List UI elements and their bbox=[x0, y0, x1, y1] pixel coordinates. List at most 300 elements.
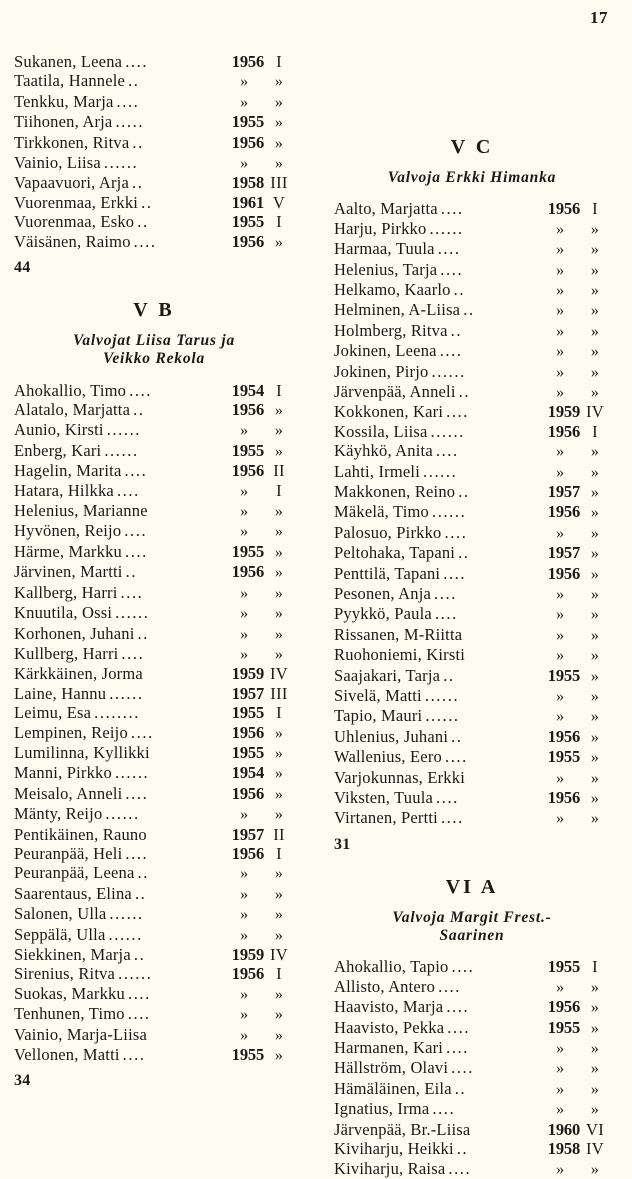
birth-year: 1956 bbox=[231, 52, 264, 71]
dot-leader: ...... bbox=[430, 421, 465, 441]
list-item bbox=[334, 341, 610, 361]
list-item bbox=[14, 884, 294, 904]
dot-leader: .. bbox=[133, 400, 145, 420]
dot-leader: .... bbox=[440, 199, 464, 219]
dot-leader: .... bbox=[116, 480, 140, 500]
birth-year: 1956 bbox=[547, 563, 580, 583]
right-column bbox=[316, 52, 632, 1178]
class-roman-numeral: » bbox=[590, 524, 600, 542]
birth-year: » bbox=[556, 1160, 564, 1178]
list-item bbox=[14, 844, 294, 863]
student-name: Leimu, Esa bbox=[14, 703, 92, 723]
dot-leader: .... bbox=[130, 722, 154, 742]
student-name: Jokinen, Leena bbox=[334, 341, 437, 361]
dot-leader: .. bbox=[137, 212, 149, 232]
birth-year: » bbox=[240, 865, 248, 883]
dot-leader: .. bbox=[133, 945, 146, 964]
birth-year: 1957 bbox=[231, 683, 264, 703]
dot-leader: .... bbox=[438, 976, 461, 996]
student-name: Tirkkonen, Ritva bbox=[14, 132, 130, 152]
class-supervisor-line bbox=[334, 909, 610, 946]
list-item bbox=[14, 703, 294, 722]
student-name: Peuranpää, Heli bbox=[14, 843, 123, 863]
student-name: Viksten, Tuula bbox=[334, 788, 433, 808]
list-item bbox=[334, 1139, 610, 1158]
student-name: Mäkelä, Timo bbox=[334, 502, 429, 522]
dot-leader: .... bbox=[440, 259, 464, 279]
dot-leader: .. bbox=[458, 543, 470, 563]
student-name: Helenius, Marianne bbox=[14, 501, 148, 521]
list-item bbox=[334, 727, 610, 747]
student-name: Pyykkö, Paula bbox=[334, 604, 432, 624]
student-name: Vuorenmaa, Erkki bbox=[14, 192, 139, 212]
student-name: Tapio, Mauri bbox=[334, 706, 423, 726]
class-roman-numeral: II bbox=[273, 461, 285, 481]
birth-year: » bbox=[240, 605, 248, 623]
student-name: Vellonen, Matti bbox=[14, 1045, 120, 1065]
class-roman-numeral: » bbox=[274, 233, 284, 251]
birth-year: » bbox=[240, 155, 248, 173]
student-name: Kärkkäinen, Jorma bbox=[14, 664, 143, 684]
dot-leader: .... bbox=[434, 604, 458, 624]
dot-leader: ...... bbox=[109, 683, 144, 703]
left-column bbox=[0, 52, 316, 1090]
list-item bbox=[14, 1004, 294, 1024]
list-item bbox=[334, 645, 610, 665]
student-name: Vainio, Liisa bbox=[14, 153, 101, 173]
list-item bbox=[14, 1045, 294, 1065]
student-name: Hatara, Hilkka bbox=[14, 480, 114, 500]
student-name: Kokkonen, Kari bbox=[334, 402, 444, 422]
student-name: Hagelin, Marita bbox=[14, 461, 122, 481]
birth-year: 1955 bbox=[231, 703, 264, 723]
birth-year: » bbox=[240, 584, 248, 602]
birth-year: 1959 bbox=[547, 402, 580, 422]
class-roman-numeral: » bbox=[590, 504, 600, 522]
student-name: Sukanen, Leena bbox=[14, 52, 123, 71]
class-section-title: V B bbox=[133, 299, 175, 322]
birth-year: » bbox=[556, 647, 564, 665]
dot-leader: .... bbox=[446, 402, 470, 422]
birth-year: 1957 bbox=[547, 481, 580, 501]
list-item bbox=[334, 543, 610, 563]
student-name-list bbox=[334, 199, 610, 829]
list-item bbox=[14, 603, 294, 623]
dot-leader: .... bbox=[446, 997, 470, 1017]
class-roman-numeral: » bbox=[274, 134, 284, 152]
list-item bbox=[334, 199, 610, 218]
dot-leader: .... bbox=[448, 1158, 472, 1178]
class-section-title: V C bbox=[450, 136, 494, 158]
dot-leader: .... bbox=[439, 341, 463, 361]
birth-year: » bbox=[556, 241, 564, 259]
dot-leader: .... bbox=[444, 747, 468, 767]
list-item bbox=[334, 1058, 610, 1078]
dot-leader: ...... bbox=[425, 706, 460, 726]
list-item bbox=[14, 984, 294, 1004]
student-name: Ahokallio, Tapio bbox=[334, 957, 449, 977]
class-roman-numeral: » bbox=[274, 114, 284, 132]
class-roman-numeral: » bbox=[590, 241, 600, 259]
list-item bbox=[334, 1120, 610, 1139]
dot-leader: .. bbox=[454, 1078, 467, 1098]
birth-year: 1961 bbox=[231, 192, 264, 212]
birth-year: » bbox=[556, 1101, 564, 1119]
class-roman-numeral: » bbox=[590, 1060, 600, 1078]
student-name: Käyhkö, Anita bbox=[334, 441, 433, 461]
class-roman-numeral: I bbox=[276, 964, 282, 984]
birth-year: » bbox=[556, 586, 564, 603]
list-item bbox=[334, 300, 610, 320]
birth-year: 1956 bbox=[231, 562, 264, 582]
list-item bbox=[14, 52, 294, 71]
list-item bbox=[334, 362, 610, 382]
student-name: Saajakari, Tarja bbox=[334, 665, 441, 685]
birth-year: 1955 bbox=[547, 957, 580, 977]
class-roman-numeral: III bbox=[270, 173, 288, 193]
list-item bbox=[334, 502, 610, 522]
student-name: Salonen, Ulla bbox=[14, 904, 107, 924]
class-roman-numeral: » bbox=[590, 769, 600, 787]
birth-year: 1956 bbox=[231, 461, 264, 481]
page-number: 17 bbox=[590, 8, 608, 27]
class-roman-numeral: » bbox=[274, 543, 284, 561]
list-item bbox=[334, 768, 610, 788]
supervisor-text: Valvojat Liisa Tarus ja bbox=[72, 332, 236, 350]
birth-year: » bbox=[240, 1026, 248, 1044]
dot-leader: .... bbox=[120, 582, 144, 602]
class-roman-numeral: » bbox=[590, 322, 600, 340]
class-roman-numeral: I bbox=[276, 480, 282, 500]
birth-year: » bbox=[556, 363, 564, 381]
class-roman-numeral: » bbox=[274, 422, 284, 440]
dot-leader: .... bbox=[124, 521, 148, 541]
list-item bbox=[334, 1038, 610, 1058]
list-item bbox=[334, 239, 610, 259]
list-item bbox=[14, 684, 294, 703]
birth-year: 1955 bbox=[231, 1045, 264, 1065]
class-roman-numeral: » bbox=[274, 806, 284, 824]
dot-leader: .. bbox=[450, 320, 463, 340]
student-name: Kullberg, Harri bbox=[14, 643, 119, 663]
supervisor-text: Veikko Rekola bbox=[102, 350, 206, 368]
class-roman-numeral: » bbox=[274, 906, 284, 924]
list-item bbox=[14, 743, 294, 763]
class-roman-numeral: » bbox=[590, 261, 600, 279]
birth-year: » bbox=[240, 422, 248, 440]
list-item bbox=[14, 92, 294, 112]
birth-year: 1958 bbox=[547, 1139, 580, 1159]
dot-leader: .... bbox=[124, 461, 148, 481]
dot-leader: ...... bbox=[118, 964, 153, 984]
list-item bbox=[14, 784, 294, 804]
class-roman-numeral: » bbox=[274, 1006, 284, 1024]
list-item bbox=[14, 381, 294, 400]
dot-leader: ...... bbox=[105, 804, 140, 824]
dot-leader: .... bbox=[443, 563, 467, 583]
student-name: Sivelä, Matti bbox=[334, 686, 422, 706]
birth-year: » bbox=[556, 810, 564, 828]
birth-year: » bbox=[556, 302, 564, 320]
list-item bbox=[334, 564, 610, 584]
list-item bbox=[14, 232, 294, 252]
dot-leader: .... bbox=[121, 643, 145, 663]
dot-leader: ...... bbox=[423, 461, 458, 481]
birth-year: » bbox=[556, 1060, 564, 1078]
birth-year: 1956 bbox=[231, 400, 264, 420]
class-roman-numeral: » bbox=[274, 155, 284, 173]
student-name: Pesonen, Anja bbox=[334, 584, 432, 603]
dot-leader: .... bbox=[436, 788, 459, 808]
class-roman-numeral: IV bbox=[269, 664, 288, 684]
student-name: Virtanen, Pertti bbox=[334, 808, 438, 828]
list-item bbox=[14, 461, 294, 480]
birth-year: 1955 bbox=[231, 212, 264, 232]
birth-year: 1956 bbox=[231, 132, 264, 152]
class-roman-numeral: » bbox=[590, 790, 600, 808]
student-count: 44 bbox=[14, 259, 31, 277]
list-item bbox=[14, 804, 294, 824]
class-roman-numeral: » bbox=[274, 926, 284, 944]
birth-year: » bbox=[556, 261, 564, 279]
class-roman-numeral: » bbox=[590, 281, 600, 299]
dot-leader: ...... bbox=[431, 361, 466, 381]
class-roman-numeral: I bbox=[592, 421, 598, 441]
class-roman-numeral: » bbox=[274, 402, 284, 420]
dot-leader: .. bbox=[137, 863, 149, 883]
class-roman-numeral: VI bbox=[585, 1119, 604, 1139]
list-item bbox=[14, 562, 294, 582]
student-name-list bbox=[14, 52, 294, 252]
class-roman-numeral: » bbox=[274, 605, 284, 623]
class-roman-numeral: IV bbox=[269, 945, 288, 964]
list-item bbox=[334, 604, 610, 624]
student-name: Kossila, Liisa bbox=[334, 421, 428, 441]
class-roman-numeral: I bbox=[276, 52, 282, 71]
dot-leader: ........ bbox=[94, 703, 140, 723]
birth-year: » bbox=[556, 383, 564, 401]
class-roman-numeral: » bbox=[590, 565, 600, 583]
list-item bbox=[14, 501, 294, 521]
class-roman-numeral: » bbox=[274, 785, 284, 803]
class-roman-numeral: » bbox=[590, 363, 600, 381]
class-roman-numeral: » bbox=[274, 765, 284, 783]
class-supervisor-line bbox=[334, 169, 610, 187]
birth-year: » bbox=[556, 281, 564, 299]
student-name: Vuorenmaa, Esko bbox=[14, 212, 135, 232]
class-roman-numeral: » bbox=[274, 724, 284, 742]
student-name: Helkamo, Kaarlo bbox=[334, 279, 451, 299]
student-name: Penttilä, Tapani bbox=[334, 563, 441, 583]
birth-year: 1955 bbox=[231, 541, 264, 561]
class-roman-numeral: II bbox=[273, 824, 285, 844]
birth-year: » bbox=[556, 524, 564, 542]
list-item bbox=[334, 441, 610, 461]
class-roman-numeral: » bbox=[590, 749, 600, 767]
birth-year: » bbox=[556, 1040, 564, 1058]
class-roman-numeral: » bbox=[274, 865, 284, 883]
list-item bbox=[334, 321, 610, 341]
list-item bbox=[334, 523, 610, 543]
dot-leader: .... bbox=[440, 808, 464, 828]
student-name: Lempinen, Reijo bbox=[14, 722, 128, 742]
student-name: Enberg, Kari bbox=[14, 440, 102, 460]
dot-leader: .... bbox=[116, 91, 140, 111]
birth-year: 1956 bbox=[547, 199, 580, 219]
student-name: Tenhunen, Timo bbox=[14, 1004, 125, 1024]
dot-leader: .. bbox=[463, 300, 475, 320]
student-name: Sirenius, Ritva bbox=[14, 964, 116, 984]
dot-leader: ...... bbox=[103, 153, 139, 173]
class-roman-numeral: » bbox=[274, 1047, 284, 1065]
birth-year: 1957 bbox=[547, 543, 580, 563]
list-item bbox=[334, 1159, 610, 1179]
dot-leader: .... bbox=[451, 1058, 475, 1078]
birth-year: » bbox=[556, 708, 564, 726]
class-roman-numeral: » bbox=[274, 985, 284, 1003]
student-name: Ruohoniemi, Kirsti bbox=[334, 645, 466, 665]
birth-year: 1959 bbox=[231, 945, 264, 964]
supervisor-text: Valvoja Margit Frest.- bbox=[392, 908, 552, 926]
dot-leader: .... bbox=[432, 1099, 456, 1119]
list-item bbox=[334, 1018, 610, 1038]
class-roman-numeral: I bbox=[592, 957, 598, 977]
student-name-list bbox=[14, 381, 294, 1066]
student-name: Aunio, Kirsti bbox=[14, 420, 104, 440]
list-item bbox=[334, 808, 610, 828]
dot-leader: .. bbox=[443, 665, 455, 685]
class-roman-numeral: » bbox=[590, 1080, 600, 1098]
birth-year: » bbox=[240, 625, 248, 643]
student-name: Harmanen, Kari bbox=[334, 1038, 444, 1058]
class-roman-numeral: I bbox=[276, 843, 282, 863]
birth-year: » bbox=[556, 343, 564, 361]
list-item bbox=[14, 644, 294, 664]
class-roman-numeral: » bbox=[590, 978, 600, 996]
birth-year: » bbox=[240, 885, 248, 903]
student-name: Lahti, Irmeli bbox=[334, 461, 420, 481]
list-item bbox=[334, 260, 610, 280]
student-name: Suokas, Markku bbox=[14, 983, 125, 1003]
list-item bbox=[334, 382, 610, 402]
dot-leader: .... bbox=[444, 522, 468, 542]
birth-year: 1954 bbox=[231, 763, 264, 783]
student-name: Ahokallio, Timo bbox=[14, 380, 127, 400]
dot-leader: .. bbox=[132, 132, 144, 152]
dot-leader: ...... bbox=[424, 686, 460, 706]
student-name: Järvenpää, Br.-Liisa bbox=[334, 1119, 471, 1139]
dot-leader: .... bbox=[124, 541, 148, 561]
birth-year: » bbox=[556, 463, 564, 481]
birth-year: » bbox=[240, 73, 248, 91]
student-count: 34 bbox=[14, 1072, 31, 1090]
list-item bbox=[14, 904, 294, 924]
class-roman-numeral: » bbox=[590, 463, 600, 481]
dot-leader: .... bbox=[437, 239, 461, 259]
class-roman-numeral: » bbox=[590, 443, 600, 461]
birth-year: » bbox=[556, 322, 564, 340]
birth-year: 1956 bbox=[547, 502, 580, 522]
birth-year: 1956 bbox=[547, 726, 580, 746]
student-name: Haavisto, Marja bbox=[334, 997, 444, 1017]
dot-leader: ...... bbox=[108, 924, 143, 944]
class-roman-numeral: » bbox=[590, 545, 600, 563]
class-roman-numeral: » bbox=[590, 302, 600, 320]
class-roman-numeral: » bbox=[274, 744, 284, 762]
dot-leader: .. bbox=[453, 279, 466, 299]
birth-year: 1955 bbox=[231, 742, 264, 762]
birth-year: 1956 bbox=[231, 964, 264, 984]
student-count: 31 bbox=[334, 835, 351, 853]
dot-leader: ...... bbox=[114, 763, 150, 783]
birth-year: 1955 bbox=[231, 440, 264, 460]
birth-year: 1956 bbox=[231, 783, 264, 803]
class-roman-numeral: » bbox=[590, 606, 600, 624]
birth-year: 1957 bbox=[231, 824, 264, 844]
list-item bbox=[14, 481, 294, 501]
class-supervisor-line bbox=[14, 332, 294, 369]
birth-year: 1956 bbox=[547, 421, 580, 441]
dot-leader: .... bbox=[451, 957, 475, 977]
dot-leader: .. bbox=[456, 1139, 469, 1159]
list-item bbox=[334, 666, 610, 686]
student-name: Manni, Pirkko bbox=[14, 763, 112, 783]
list-item bbox=[334, 997, 610, 1017]
dot-leader: .. bbox=[134, 883, 147, 903]
class-roman-numeral: IV bbox=[585, 402, 604, 422]
dot-leader: .. bbox=[141, 192, 153, 212]
birth-year: » bbox=[556, 606, 564, 624]
dot-leader: .... bbox=[125, 52, 149, 71]
list-item bbox=[14, 193, 294, 212]
class-roman-numeral: » bbox=[590, 1160, 600, 1178]
class-roman-numeral: » bbox=[590, 708, 600, 726]
student-name: Palosuo, Pirkko bbox=[334, 522, 442, 542]
list-item bbox=[334, 280, 610, 300]
class-roman-numeral: » bbox=[274, 885, 284, 903]
dot-leader: ...... bbox=[432, 502, 467, 522]
dot-leader: .. bbox=[132, 173, 144, 193]
class-roman-numeral: » bbox=[274, 503, 284, 521]
student-name: Väisänen, Raimo bbox=[14, 231, 131, 251]
student-name: Harju, Pirkko bbox=[334, 218, 427, 238]
student-name: Saarentaus, Elina bbox=[14, 883, 132, 903]
list-item bbox=[334, 625, 610, 645]
birth-year: 1960 bbox=[547, 1119, 580, 1139]
birth-year: » bbox=[556, 626, 564, 644]
birth-year: » bbox=[556, 769, 564, 787]
student-name: Makkonen, Reino bbox=[334, 481, 456, 501]
list-item bbox=[14, 863, 294, 883]
student-name: Aalto, Marjatta bbox=[334, 199, 438, 219]
student-name: Laine, Hannu bbox=[14, 683, 107, 703]
birth-year: » bbox=[240, 926, 248, 944]
student-name: Holmberg, Ritva bbox=[334, 320, 448, 340]
class-roman-numeral: » bbox=[274, 1026, 284, 1044]
list-item bbox=[14, 133, 294, 153]
dot-leader: ...... bbox=[106, 420, 142, 440]
student-name: Knuutila, Ossi bbox=[14, 603, 113, 623]
birth-year: 1956 bbox=[231, 722, 264, 742]
student-name: Helminen, A-Liisa bbox=[334, 300, 461, 320]
list-item bbox=[14, 521, 294, 541]
dot-leader: .... bbox=[122, 1045, 146, 1065]
dot-leader: .. bbox=[458, 481, 470, 501]
student-name: Pentikäinen, Rauno bbox=[14, 824, 147, 844]
dot-leader: .... bbox=[446, 1038, 469, 1058]
student-name: Järvinen, Martti bbox=[14, 562, 123, 582]
list-item bbox=[14, 542, 294, 562]
